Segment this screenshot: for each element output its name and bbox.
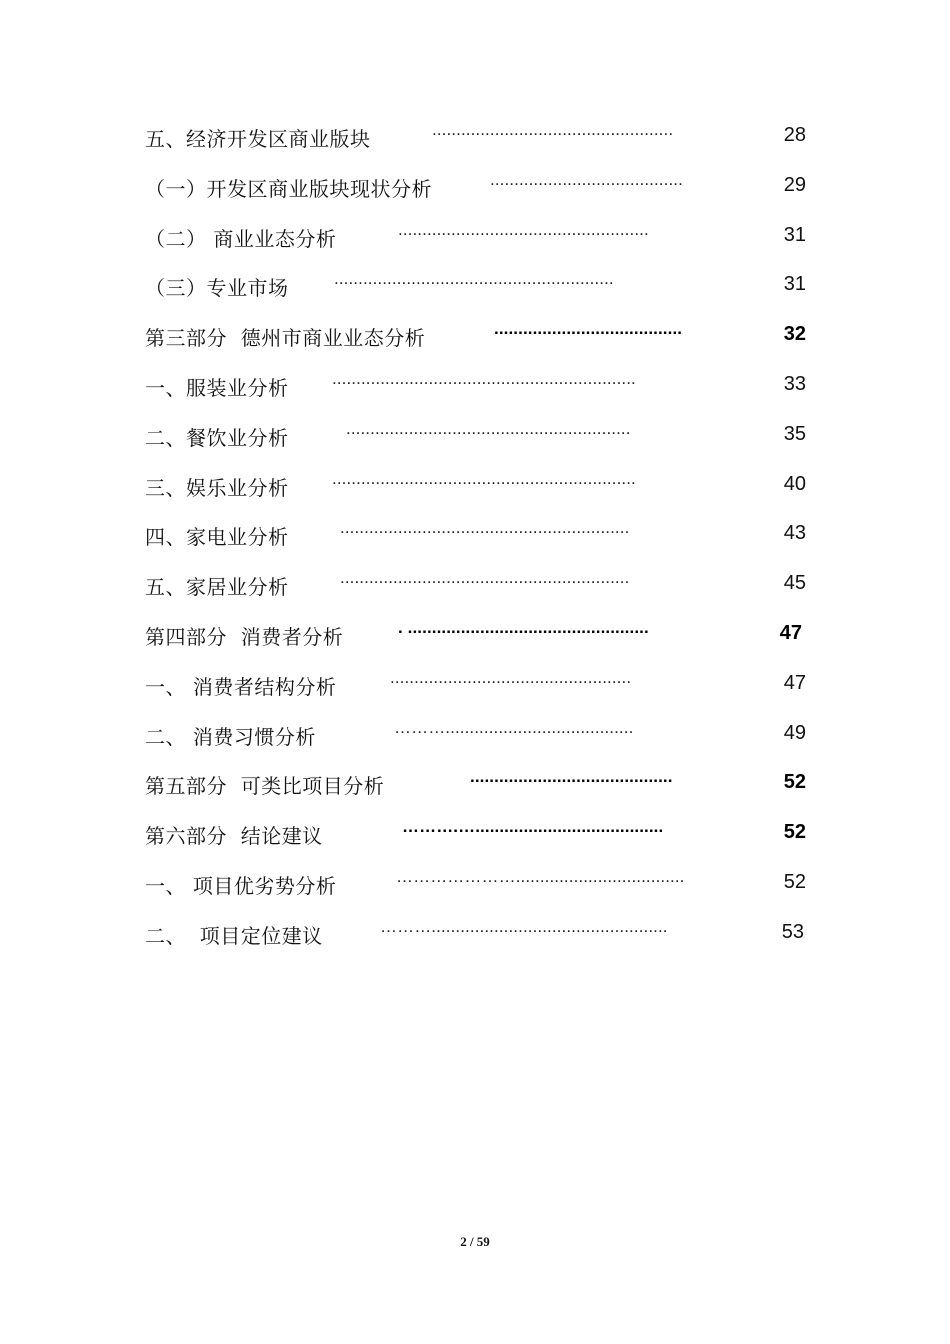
toc-leader: ……….…....................................... <box>402 817 664 837</box>
toc-title: 二、 消费习惯分析 <box>145 724 316 749</box>
toc-title: 五、家居业分析 <box>145 575 289 600</box>
toc-title: 第五部分 可类比项目分析 <box>145 774 385 799</box>
toc-title: 三、娱乐业分析 <box>145 475 289 500</box>
toc-page-number: 31 <box>783 223 806 246</box>
toc-leader: ............................................................ <box>340 518 630 538</box>
toc-row[interactable] <box>0 558 950 608</box>
toc-page-number: 45 <box>783 572 806 595</box>
toc-row[interactable] <box>0 757 950 807</box>
toc-leader: ………................................................. <box>380 916 668 936</box>
toc-title: （二） 商业业态分析 <box>145 226 337 251</box>
toc-page-number: 52 <box>783 870 806 893</box>
toc-leader: ………....................................... <box>394 717 634 737</box>
toc-row[interactable] <box>0 160 950 210</box>
toc-leader: . .................................................. <box>398 617 649 637</box>
toc-title: 第三部分 德州市商业业态分析 <box>145 326 426 351</box>
toc-title: （三）专业市场 <box>145 276 289 301</box>
toc-row[interactable] <box>0 359 950 409</box>
toc-page-number: 52 <box>783 771 806 794</box>
table-of-contents <box>0 110 950 957</box>
toc-row[interactable] <box>0 259 950 309</box>
toc-row[interactable] <box>0 210 950 260</box>
toc-leader: ............................................................... <box>332 468 636 488</box>
toc-page-number: 31 <box>783 273 806 296</box>
toc-title: 二、餐饮业分析 <box>145 425 289 450</box>
toc-row[interactable] <box>0 309 950 359</box>
toc-leader: .................................................. <box>390 667 632 687</box>
toc-page-number: 53 <box>781 920 804 943</box>
toc-row[interactable] <box>0 807 950 857</box>
toc-title: 四、家电业分析 <box>145 525 289 550</box>
toc-leader: …………………................................... <box>396 866 685 886</box>
toc-page-number: 49 <box>783 721 806 744</box>
toc-leader: .................................................. <box>432 120 674 139</box>
toc-page-number: 40 <box>783 472 806 495</box>
toc-leader: .......................................... <box>470 767 673 787</box>
toc-row[interactable] <box>0 508 950 558</box>
toc-leader: .......................................................... <box>334 269 614 289</box>
page-indicator: 2 / 59 <box>460 1234 490 1249</box>
toc-page-number: 47 <box>779 621 802 644</box>
toc-row[interactable] <box>0 708 950 758</box>
toc-leader: ........................................................... <box>346 418 631 438</box>
toc-row[interactable] <box>0 907 950 957</box>
toc-page-number: 47 <box>783 671 806 694</box>
toc-leader: ............................................................ <box>340 568 630 588</box>
toc-page-number: 29 <box>783 173 806 196</box>
toc-page-number: 35 <box>783 422 806 445</box>
toc-title: 一、 消费者结构分析 <box>145 674 337 699</box>
toc-title: 一、服装业分析 <box>145 375 289 400</box>
toc-row[interactable] <box>0 608 950 658</box>
toc-row[interactable] <box>0 459 950 509</box>
toc-page-number: 28 <box>783 124 806 146</box>
toc-title: 第六部分 结论建议 <box>145 824 323 849</box>
toc-leader: .................................................... <box>398 219 649 239</box>
toc-row[interactable] <box>0 409 950 459</box>
toc-page-number: 32 <box>783 323 806 346</box>
toc-title: （一）开发区商业版块现状分析 <box>145 176 432 201</box>
toc-row[interactable] <box>0 110 950 160</box>
toc-page-number: 52 <box>783 821 806 844</box>
toc-title: 第四部分 消费者分析 <box>145 624 344 649</box>
toc-title: 一、 项目优劣势分析 <box>145 873 337 898</box>
toc-page-number: 33 <box>783 372 806 395</box>
toc-title: 五、经济开发区商业版块 <box>145 127 371 151</box>
toc-leader: ....................................... <box>494 319 683 339</box>
toc-row[interactable] <box>0 857 950 907</box>
toc-leader: ........................................ <box>490 169 683 189</box>
toc-row[interactable] <box>0 658 950 708</box>
toc-leader: ............................................................... <box>332 368 636 388</box>
toc-page-number: 43 <box>783 522 806 545</box>
toc-title: 二、 项目定位建议 <box>145 923 323 948</box>
